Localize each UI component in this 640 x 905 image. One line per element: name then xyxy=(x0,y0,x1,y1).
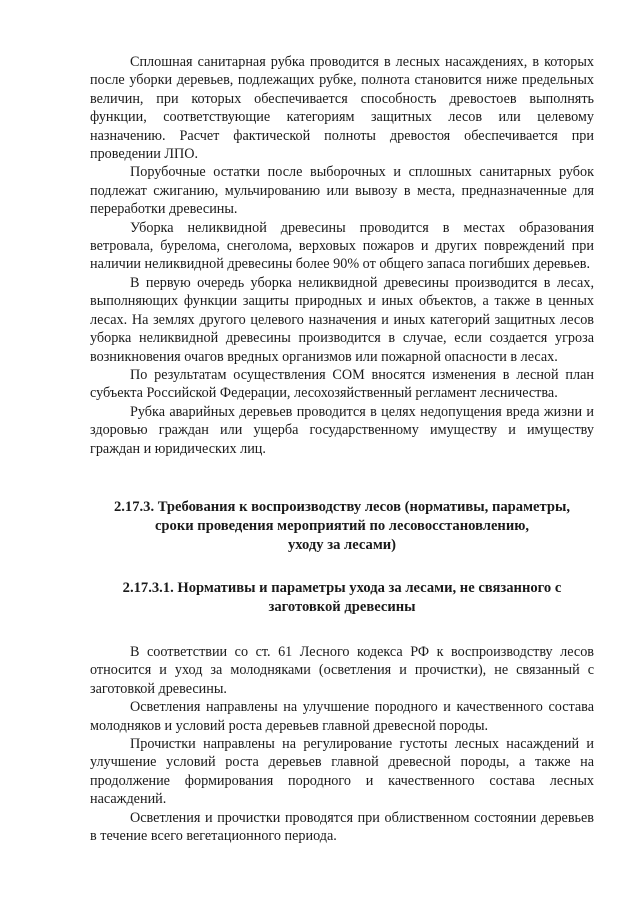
heading-line: заготовкой древесины xyxy=(268,598,416,615)
paragraph: В первую очередь уборка неликвидной древесины производится в лесах, выполняющих функции защиты природных и иных объектов, а также в ценных лесах. На землях другого целевого назначения и иных категорий защитных лесов уборка неликвидной древесины производится в случае, если создается угроза возникновения очагов вредных организмов или пожарной опасности в лесах. xyxy=(90,274,594,365)
section-heading xyxy=(90,498,594,555)
bottom-text-block xyxy=(90,643,594,845)
heading-line: 2.17.3. Требования к воспроизводству лесов (нормативы, параметры, xyxy=(113,498,571,515)
subsection-heading xyxy=(90,579,594,617)
paragraph: Сплошная санитарная рубка проводится в лесных насаждениях, в которых после уборки деревьев, подлежащих рубке, полнота становится ниже предельных величин, при которых обеспечивается способность древостоев выполнять функции, соответствующие категориям защитных лесов или целевому назначению. Расчет фактической полноты древостоя обеспечивается при проведении ЛПО. xyxy=(90,54,594,163)
paragraph: В соответствии со ст. 61 Лесного кодекса РФ к воспроизводству лесов относится и уход за молодняками (осветления и прочистки), не связанный с заготовкой древесины. xyxy=(90,643,594,697)
heading-line: сроки проведения мероприятий по лесовосстановлению, xyxy=(154,517,530,534)
paragraph: Прочистки направлены на регулирование густоты лесных насаждений и улучшение условий роста деревьев главной древесной породы, а также на продолжение формирования породного и качественного состава лесных насаждений. xyxy=(90,735,594,808)
top-text-block xyxy=(90,53,594,458)
paragraph: Осветления и прочистки проводятся при облиственном состоянии деревьев в течение всего вегетационного периода. xyxy=(90,809,594,844)
heading-line: 2.17.3.1. Нормативы и параметры ухода за лесами, не связанного с xyxy=(122,579,562,596)
paragraph: Уборка неликвидной древесины проводится в местах образования ветровала, бурелома, снеголома, верховых пожаров и других повреждений при наличии неликвидной древесины более 90% от общего запаса погибших деревьев. xyxy=(90,219,594,273)
paragraph: Порубочные остатки после выборочных и сплошных санитарных рубок подлежат сжиганию, мульчированию или вывозу в места, предназначенные для переработки древесины. xyxy=(90,164,594,218)
paragraph: Рубка аварийных деревьев проводится в целях недопущения вреда жизни и здоровью граждан или ущерба государственному имуществу и имуществу граждан и юридических лиц. xyxy=(90,403,594,457)
paragraph: Осветления направлены на улучшение породного и качественного состава молодняков и условий роста деревьев главной древесной породы. xyxy=(90,699,594,734)
paragraph: По результатам осуществления СОМ вносятся изменения в лесной план субъекта Российской Федерации, лесохозяйственный регламент лесничества. xyxy=(90,366,594,402)
heading-line: уходу за лесами) xyxy=(287,536,397,553)
